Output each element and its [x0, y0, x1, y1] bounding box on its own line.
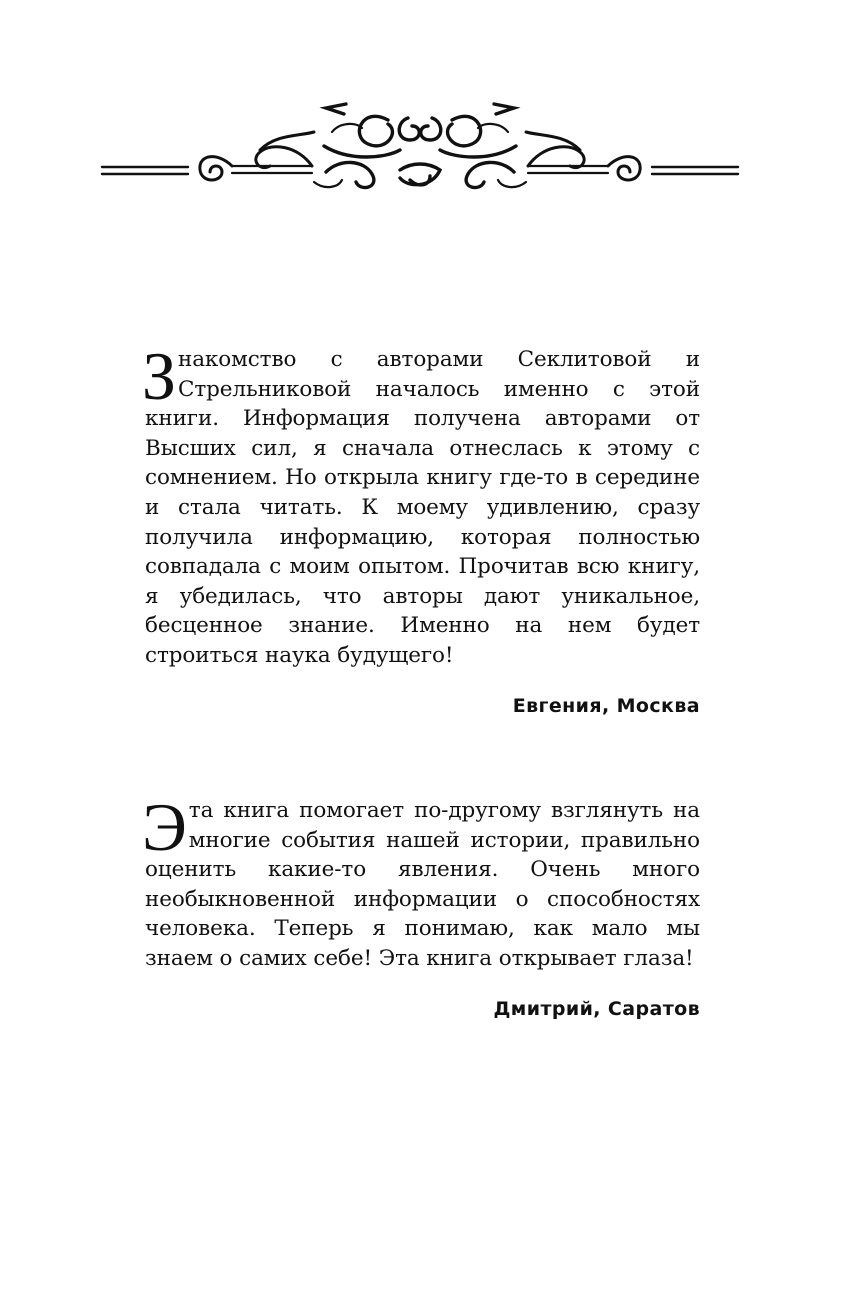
review-body: накомство с авторами Секлитовой и Стрельниковой началось именно с этой книги. Информация получена авторами от Высших сил, я сначала отнеслась к этому с сомнением. Но открыла книгу где-то в середине и стала читать. К моему удивлению, сразу получила информацию, которая полностью совпадала с моим опытом. Прочитав всю книгу, я убедилась, что авторы дают уникальное, бесценное знание. Именно на нем будет строиться наука будущего! — [145, 347, 700, 668]
review-block — [142, 789, 700, 1020]
review-author: Евгения, Москва — [512, 694, 700, 717]
flourish-ornament-icon — [100, 92, 740, 202]
review-block — [142, 338, 700, 717]
review-author: Дмитрий, Саратов — [493, 997, 700, 1020]
review-text — [142, 338, 700, 671]
drop-cap-initial: З — [142, 338, 176, 414]
drop-cap-initial: Э — [142, 789, 187, 865]
review-body: та книга помогает по-другому взглянуть на многие события нашей истории, правильно оценить какие-то явления. Очень много необыкновенной информации о способностях человека. Теперь я понимаю, как мало мы знаем о самих себе! Эта книга открывает глаза! — [145, 798, 700, 971]
review-text — [142, 789, 700, 974]
